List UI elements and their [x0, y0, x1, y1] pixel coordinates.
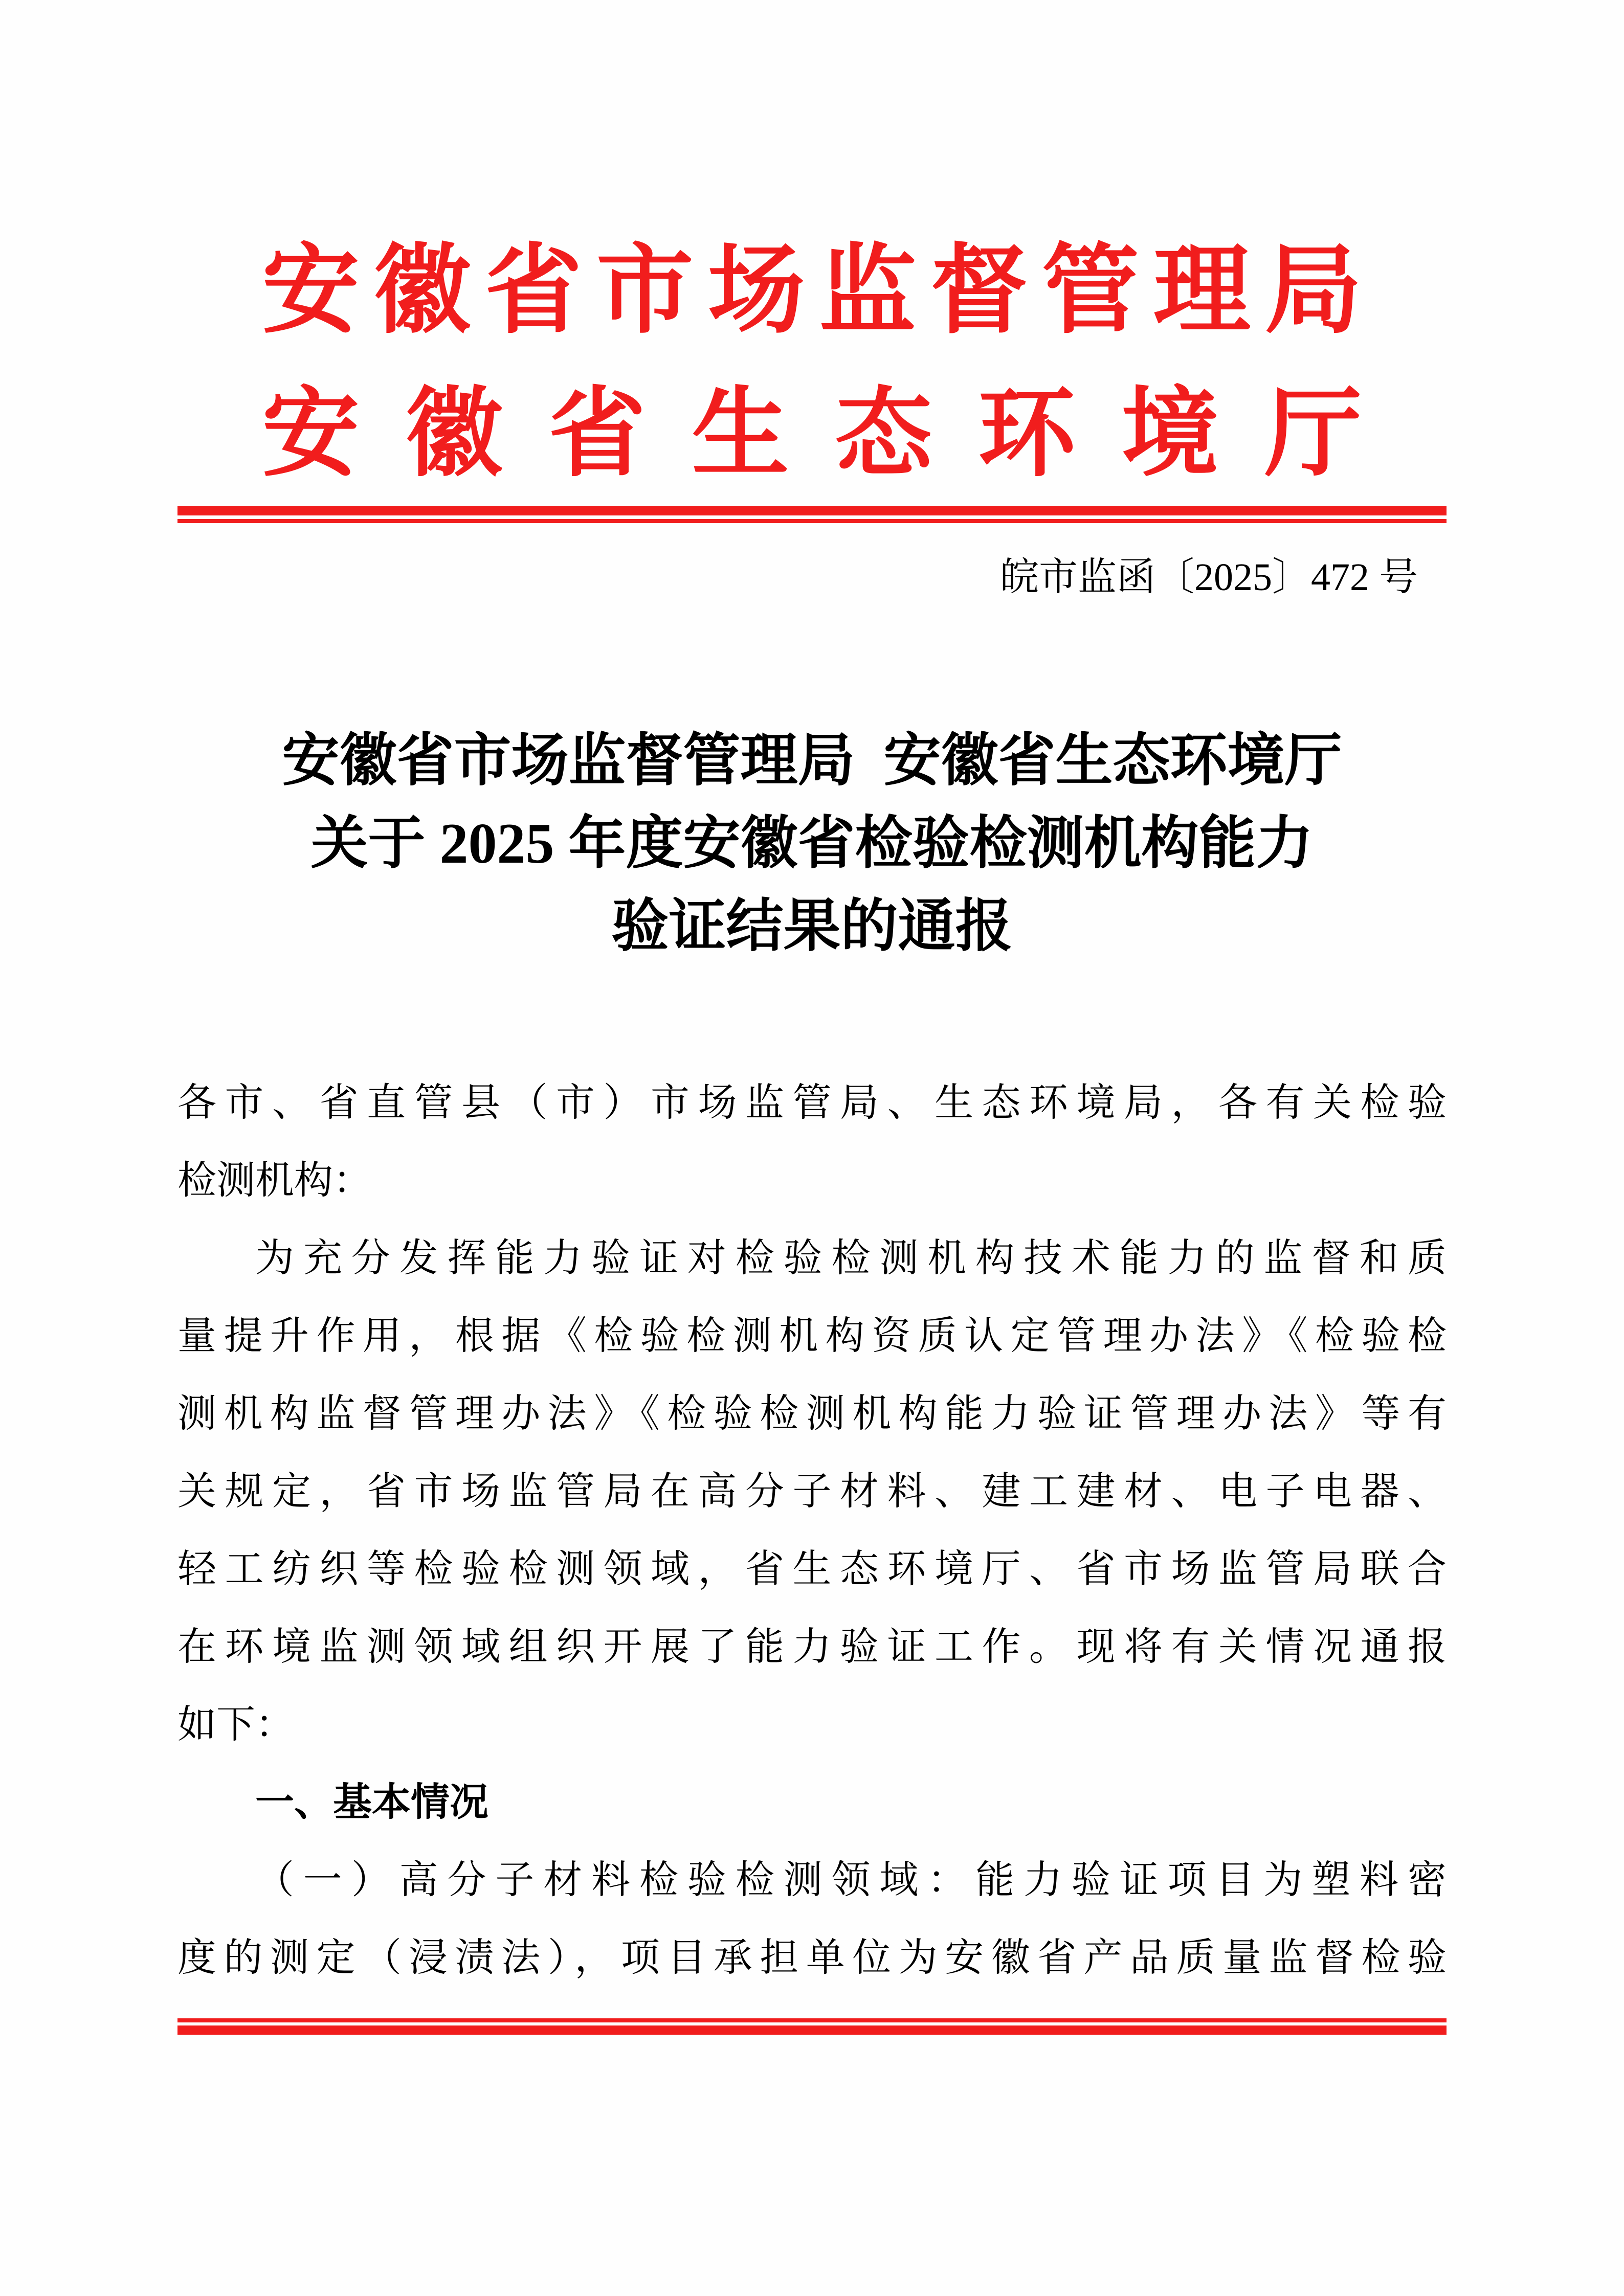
- document-number: 皖市监函〔2025〕472 号: [1000, 556, 1418, 599]
- title-line-1: 安徽省市场监督管理局 安徽省生态环境厅: [282, 729, 1342, 793]
- footer-rule-thin: [177, 2018, 1447, 2022]
- body-line: 测机构监督管理办法》《检验检测机构能力验证管理办法》等有: [177, 1392, 1447, 1435]
- issuing-agency-1: 安徽省市场监督管理局: [262, 238, 1362, 345]
- body-line: 轻工纺织等检验检测领域，省生态环境厅、省市场监管局联合: [177, 1548, 1447, 1591]
- body-line: 为充分发挥能力验证对检验检测机构技术能力的监督和质: [255, 1237, 1447, 1280]
- body-line: （一）高分子材料检验检测领域：能力验证项目为塑料密: [255, 1859, 1447, 1902]
- document-content: [177, 0, 1447, 2035]
- title-line-3: 验证结果的通报: [611, 895, 1013, 958]
- footer-rules: [177, 2018, 1447, 2035]
- body-line: 在环境监测领域组织开展了能力验证工作。现将有关情况通报: [177, 1626, 1447, 1669]
- footer-rule-thick: [177, 2025, 1447, 2035]
- body-line: 关规定，省市场监管局在高分子材料、建工建材、电子电器、: [177, 1470, 1447, 1513]
- letterhead: [177, 220, 1447, 506]
- header-rule-gap: [177, 515, 1447, 519]
- body-line: 检测机构：: [177, 1159, 372, 1202]
- section-heading-1: 一、基本情况: [255, 1781, 488, 1824]
- body-line: 如下：: [177, 1703, 294, 1746]
- document-title: [177, 719, 1447, 968]
- issuing-agency-2: 安徽省生态环境厅: [262, 381, 1362, 488]
- body-line: 量提升作用，根据《检验检测机构资质认定管理办法》《检验检: [177, 1315, 1447, 1358]
- header-rule-thin: [177, 519, 1447, 523]
- body-line: 各市、省直管县（市）市场监管局、生态环境局，各有关检验: [177, 1082, 1447, 1124]
- body-line: 度的测定（浸渍法），项目承担单位为安徽省产品质量监督检验: [177, 1937, 1447, 1979]
- document-body: [177, 1064, 1447, 1997]
- header-rule-thick: [177, 506, 1447, 515]
- title-line-2: 关于 2025 年度安徽省检验检测机构能力: [310, 812, 1314, 875]
